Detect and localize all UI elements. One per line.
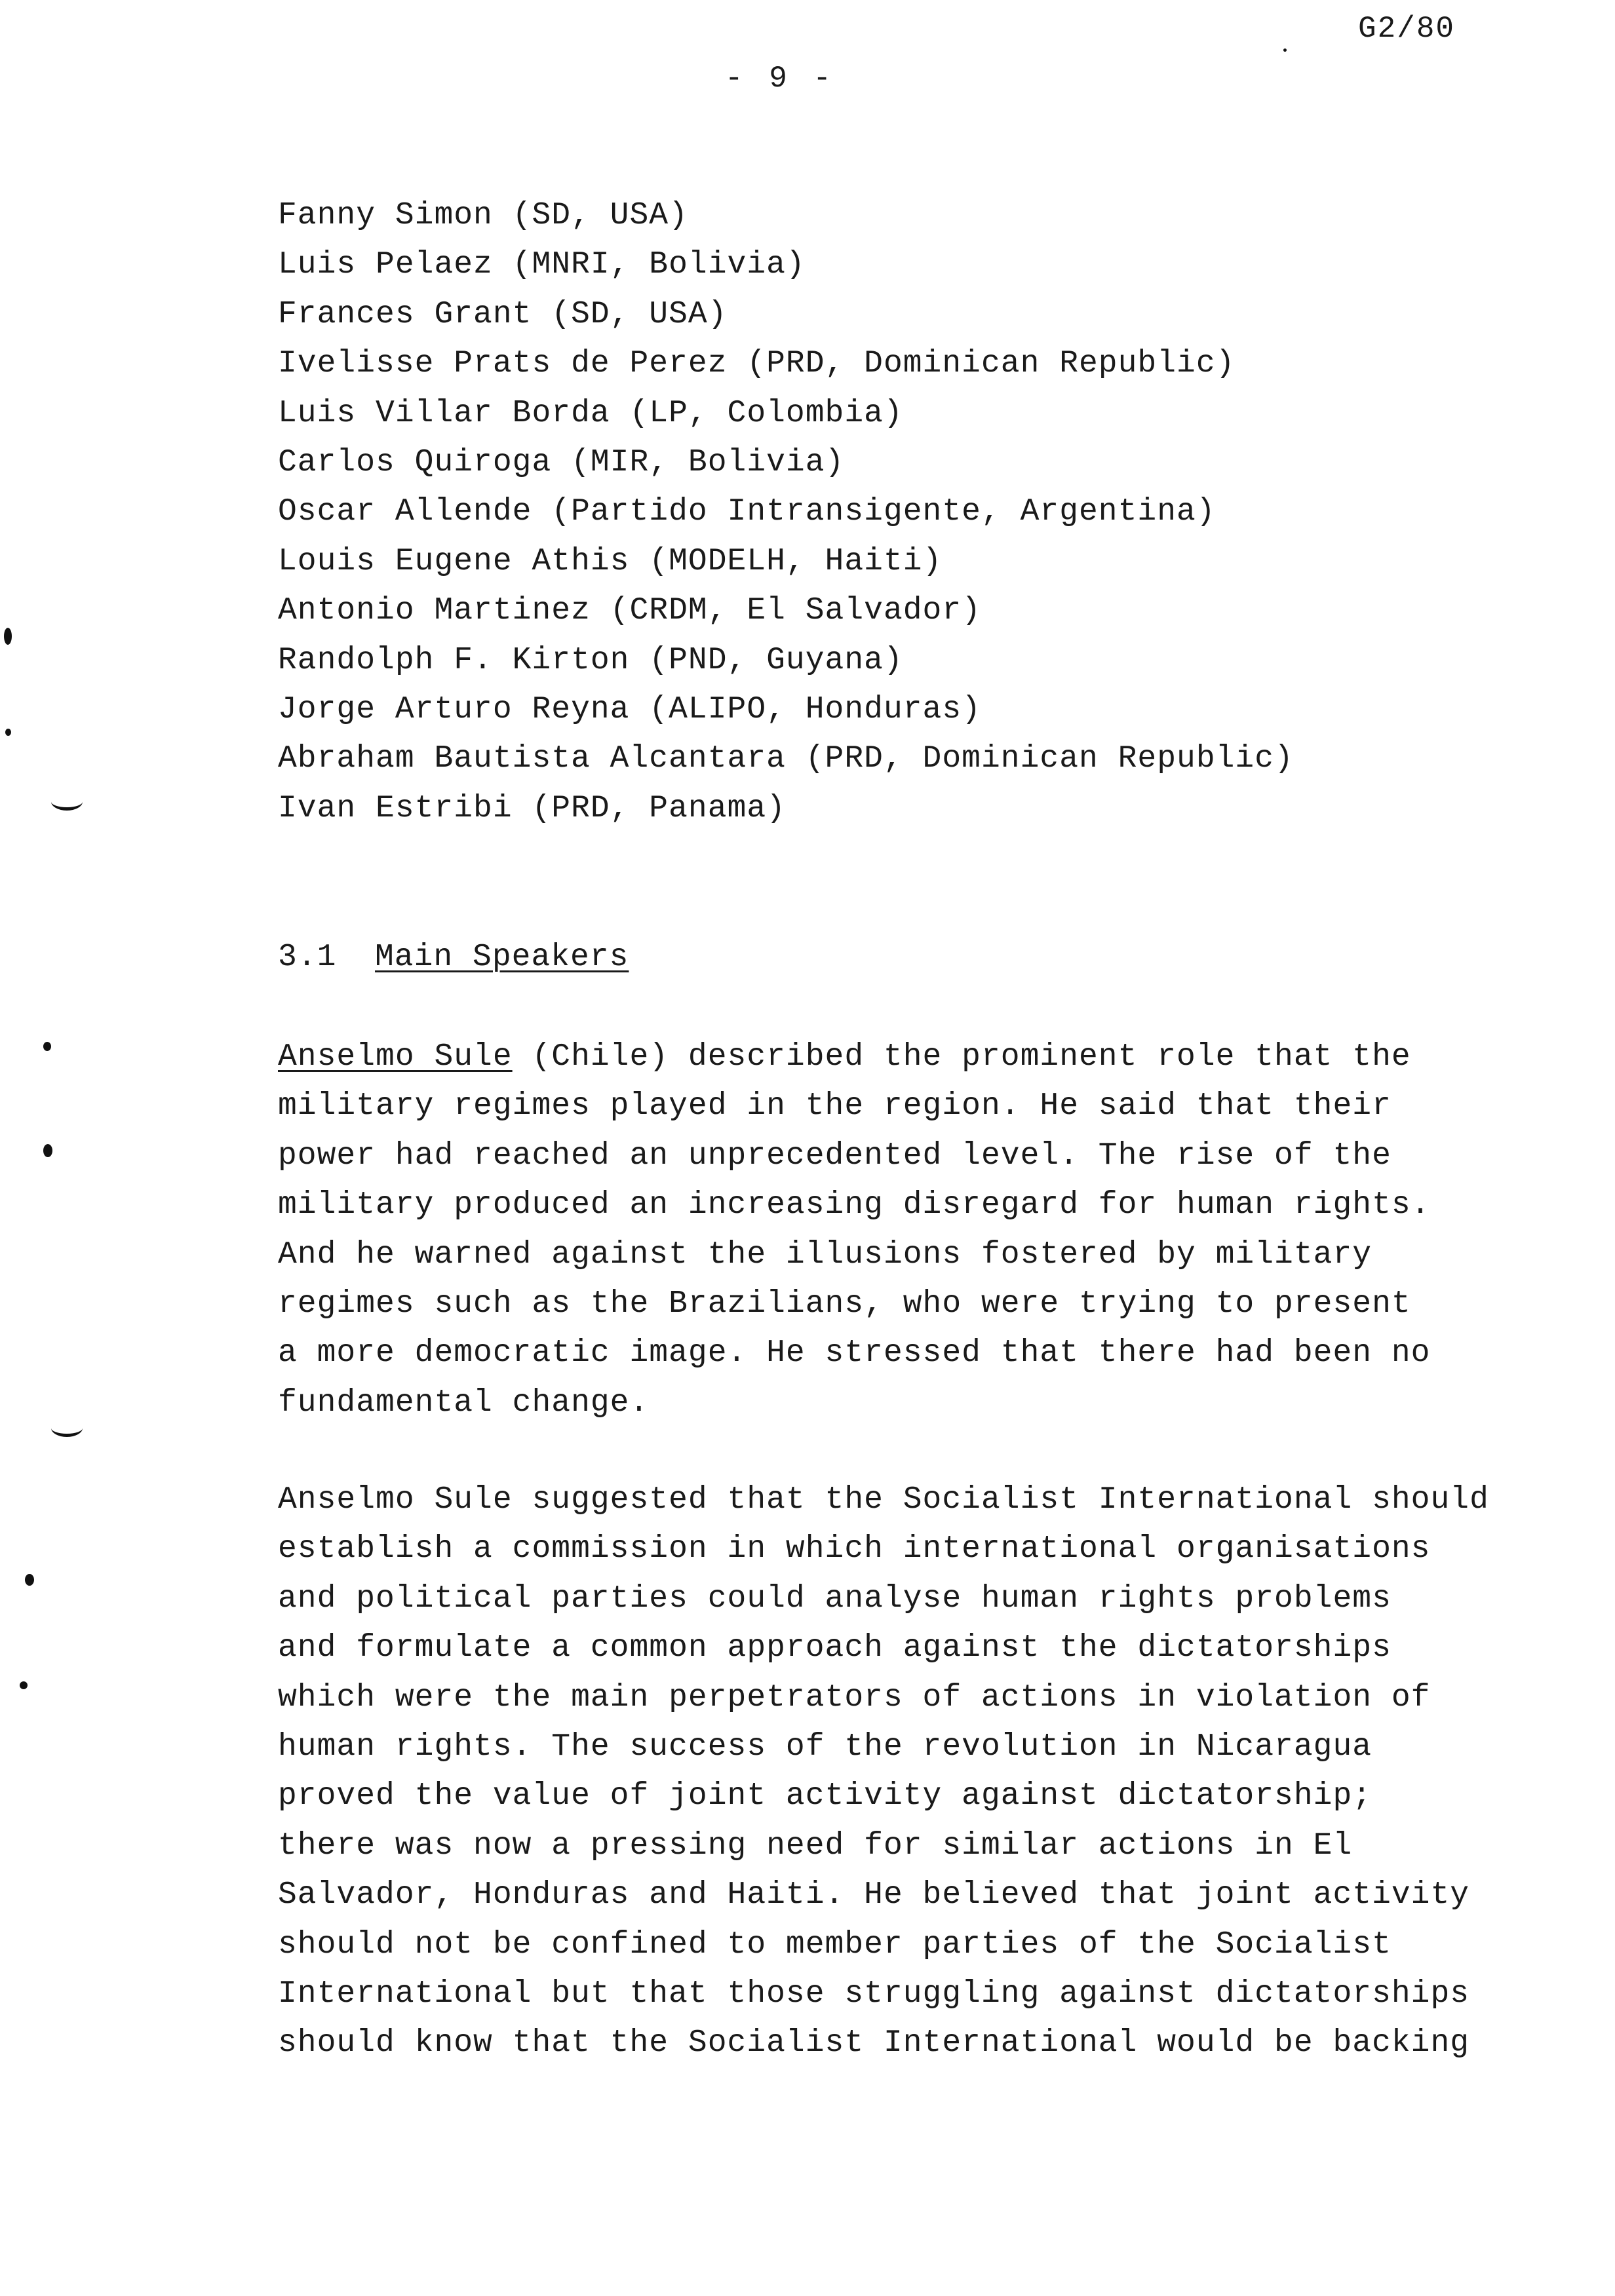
paragraph-line: there was now a pressing need for similar actions in El: [278, 1827, 1353, 1864]
paragraph-line: Anselmo Sule suggested that the Socialist International should: [278, 1482, 1489, 1518]
paragraph-line: should know that the Socialist International would be backing: [278, 2025, 1470, 2061]
paragraph-sule-description: [278, 1033, 1430, 1428]
paragraph-line: which were the main perpetrators of actions in violation of: [278, 1679, 1431, 1715]
scan-mark: [5, 729, 11, 736]
attendee-line: Louis Eugene Athis (MODELH, Haiti): [278, 543, 943, 579]
paragraph-line: And he warned against the illusions fostered by military: [278, 1236, 1372, 1272]
scan-mark: [20, 1681, 28, 1689]
attendee-line: Oscar Allende (Partido Intransigente, Argentina): [278, 494, 1216, 530]
paragraph-line: [278, 1033, 1430, 1082]
paragraph-line: should not be confined to member parties of the Socialist: [278, 1926, 1391, 1962]
paragraph-line: proved the value of joint activity against dictatorship;: [278, 1778, 1372, 1814]
attendee-line: Abraham Bautista Alcantara (PRD, Dominican Republic): [278, 741, 1294, 777]
scan-mark: [43, 1144, 52, 1157]
scan-mark: [43, 1042, 51, 1051]
attendee-line: Luis Pelaez (MNRI, Bolivia): [278, 247, 806, 283]
scan-mark: [25, 1574, 34, 1586]
paragraph-line: Salvador, Honduras and Haiti. He believed that joint activity: [278, 1877, 1470, 1913]
paragraph-line: military regimes played in the region. He said that their: [278, 1088, 1391, 1124]
paragraph-line: military produced an increasing disregard for human rights.: [278, 1187, 1431, 1223]
paragraph-line: establish a commission in which international organisations: [278, 1531, 1431, 1567]
paragraph-line: human rights. The success of the revolution in Nicaragua: [278, 1729, 1372, 1765]
attendee-list: [278, 191, 1294, 833]
paragraph-line: power had reached an unprecedented level. The rise of the: [278, 1138, 1391, 1174]
paragraph-sule-suggestion: [278, 1476, 1489, 2069]
attendee-line: Frances Grant (SD, USA): [278, 296, 728, 332]
speaker-name: Anselmo Sule: [278, 1039, 513, 1075]
scan-mark: [1283, 48, 1287, 52]
attendee-line: Ivelisse Prats de Perez (PRD, Dominican Republic): [278, 346, 1236, 382]
paragraph-line: International but that those struggling against dictatorships: [278, 1976, 1470, 2012]
paragraph-line: a more democratic image. He stressed that there had been no: [278, 1335, 1431, 1371]
attendee-line: Randolph F. Kirton (PND, Guyana): [278, 642, 903, 678]
attendee-line: Jorge Arturo Reyna (ALIPO, Honduras): [278, 691, 981, 727]
paragraph-line: fundamental change.: [278, 1385, 650, 1421]
scan-arc-mark: [51, 793, 83, 811]
attendee-line: Carlos Quiroga (MIR, Bolivia): [278, 444, 845, 480]
page-number: - 9 -: [725, 62, 836, 96]
paragraph-line: regimes such as the Brazilians, who were trying to present: [278, 1286, 1411, 1322]
paragraph-line-text: (Chile) described the prominent role that the: [512, 1039, 1411, 1075]
attendee-line: Luis Villar Borda (LP, Colombia): [278, 395, 903, 431]
paragraph-line: and political parties could analyse human rights problems: [278, 1580, 1391, 1617]
attendee-line: Antonio Martinez (CRDM, El Salvador): [278, 593, 981, 629]
section-number: 3.1: [278, 940, 337, 975]
scan-mark: [4, 628, 12, 645]
section-title: Main Speakers: [375, 940, 629, 975]
attendee-line: Ivan Estribi (PRD, Panama): [278, 790, 786, 826]
document-reference: G2/80: [1358, 12, 1456, 46]
scan-arc-mark: [51, 1419, 83, 1437]
attendee-line: Fanny Simon (SD, USA): [278, 198, 688, 233]
section-heading: [278, 933, 629, 982]
paragraph-line: and formulate a common approach against the dictatorships: [278, 1630, 1391, 1666]
